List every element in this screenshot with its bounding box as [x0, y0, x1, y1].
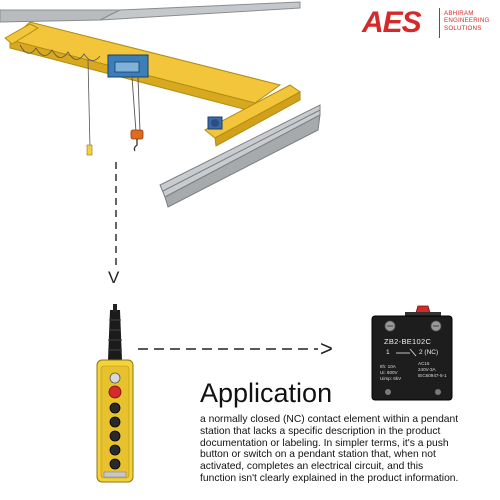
logo-mark-text: AES [362, 6, 421, 39]
company-name-line: ENGINEERING [444, 17, 490, 25]
rating-right-line: IEC60947-5-1 [418, 372, 447, 378]
application-title: Application [200, 378, 333, 408]
rating-right-line: AC15 [418, 361, 430, 366]
nc-contact-element-illustration [372, 306, 452, 400]
arrow-head-down: V [108, 268, 120, 287]
application-description: a normally closed (NC) contact element within a pendant station that lacks a specific description in the product documentation or labeling. In simpler terms, it's a push button or switch on a pendant station that, when not activated, completes an electrical circuit, and this function isn't clearly explained in the product information. [200, 414, 459, 484]
rating-left-line: Ith: 10A [380, 364, 396, 369]
company-name-line: SOLUTIONS [444, 24, 482, 32]
logo-divider [439, 8, 440, 38]
contact-rating-right [418, 361, 447, 378]
rating-right-line: 240V-3A [418, 366, 436, 372]
rating-left-line: Uimp: 6kV [380, 375, 402, 381]
company-logo-mark [362, 6, 421, 40]
arrow-head-right: > [320, 336, 333, 361]
rating-left-line: Ui: 600V [380, 369, 398, 375]
contact-rating-left [380, 364, 401, 381]
contact-terminal-left: 1 [386, 349, 390, 356]
company-name [444, 10, 500, 32]
overhead-crane-illustration [0, 2, 320, 207]
company-name-line: ABHIRAM [444, 10, 474, 17]
pendant-station-illustration [97, 304, 133, 482]
contact-terminal-right: 2 (NC) [419, 349, 439, 356]
contact-model-label: ZB2-BE102C [384, 337, 432, 346]
